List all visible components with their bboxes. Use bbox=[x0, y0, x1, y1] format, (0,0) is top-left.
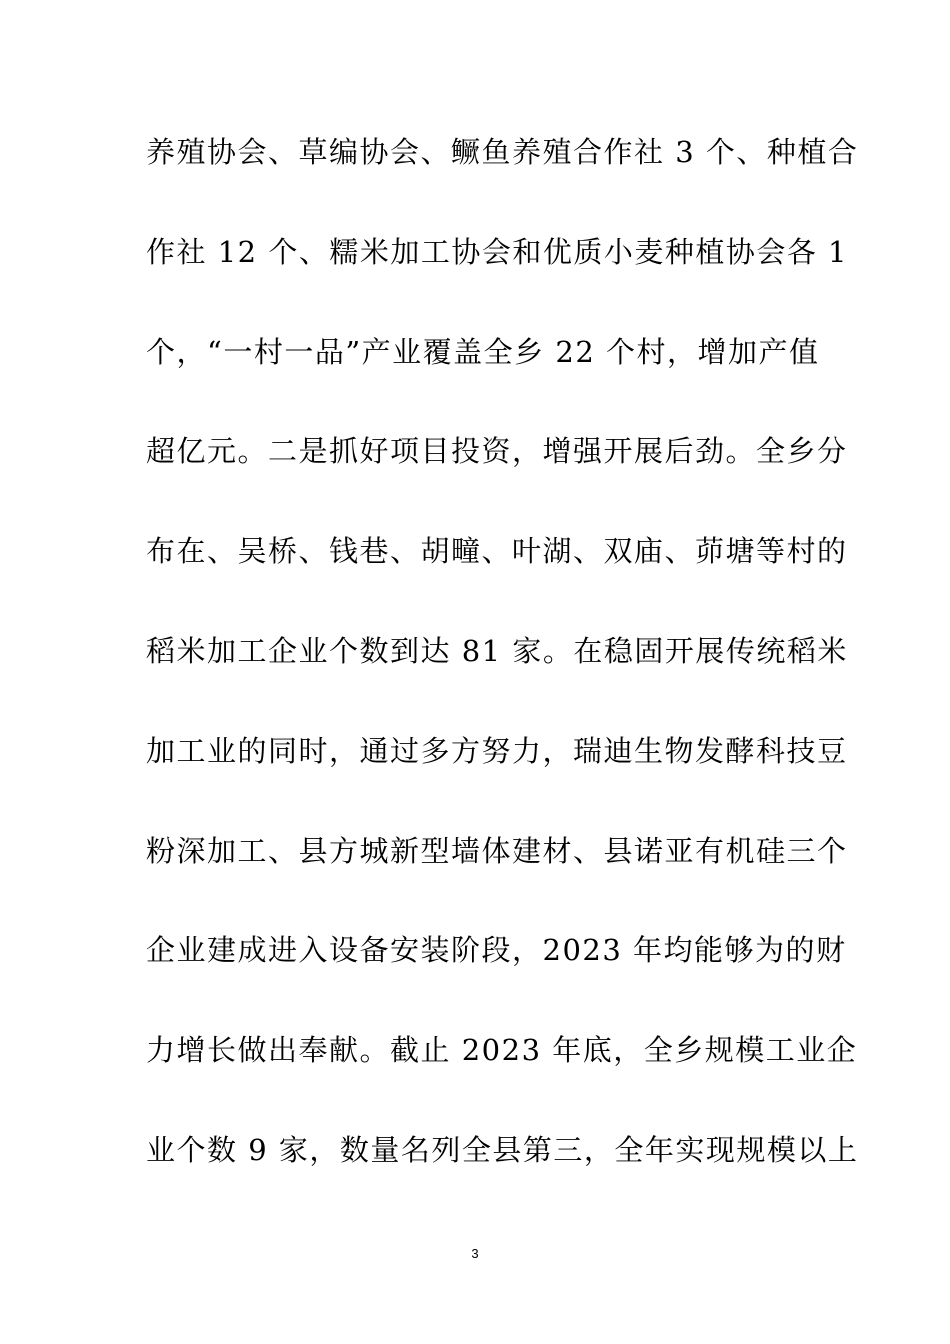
text-line: 个，“一村一品”产业覆盖全乡 22 个村，增加产值 bbox=[146, 334, 820, 369]
text-line: 业个数 9 家，数量名列全县第三，全年实现规模以上 bbox=[146, 1132, 859, 1167]
text-line: 稻米加工企业个数到达 81 家。在稳固开展传统稻米 bbox=[146, 633, 848, 668]
text-line: 作社 12 个、糯米加工协会和优质小麦种植协会各 1 bbox=[146, 234, 849, 269]
page-number: 3 bbox=[471, 1246, 479, 1261]
text-line: 养殖协会、草编协会、鳜鱼养殖合作社 3 个、种植合 bbox=[146, 135, 859, 169]
text-line: 布在、吴桥、钱巷、胡疃、叶湖、双庙、茆塘等村的 bbox=[146, 534, 848, 569]
text-line: 超亿元。二是抓好项目投资，增强开展后劲。全乡分 bbox=[146, 434, 848, 469]
text-line: 加工业的同时，通过多方努力，瑞迪生物发酵科技豆 bbox=[146, 733, 848, 768]
body-text bbox=[146, 122, 859, 1220]
text-line: 粉深加工、县方城新型墙体建材、县诺亚有机硅三个 bbox=[146, 833, 848, 868]
text-line: 力增长做出奉献。截止 2023 年底，全乡规模工业企 bbox=[146, 1033, 858, 1068]
text-line: 企业建成进入设备安装阶段，2023 年均能够为的财 bbox=[146, 933, 847, 968]
